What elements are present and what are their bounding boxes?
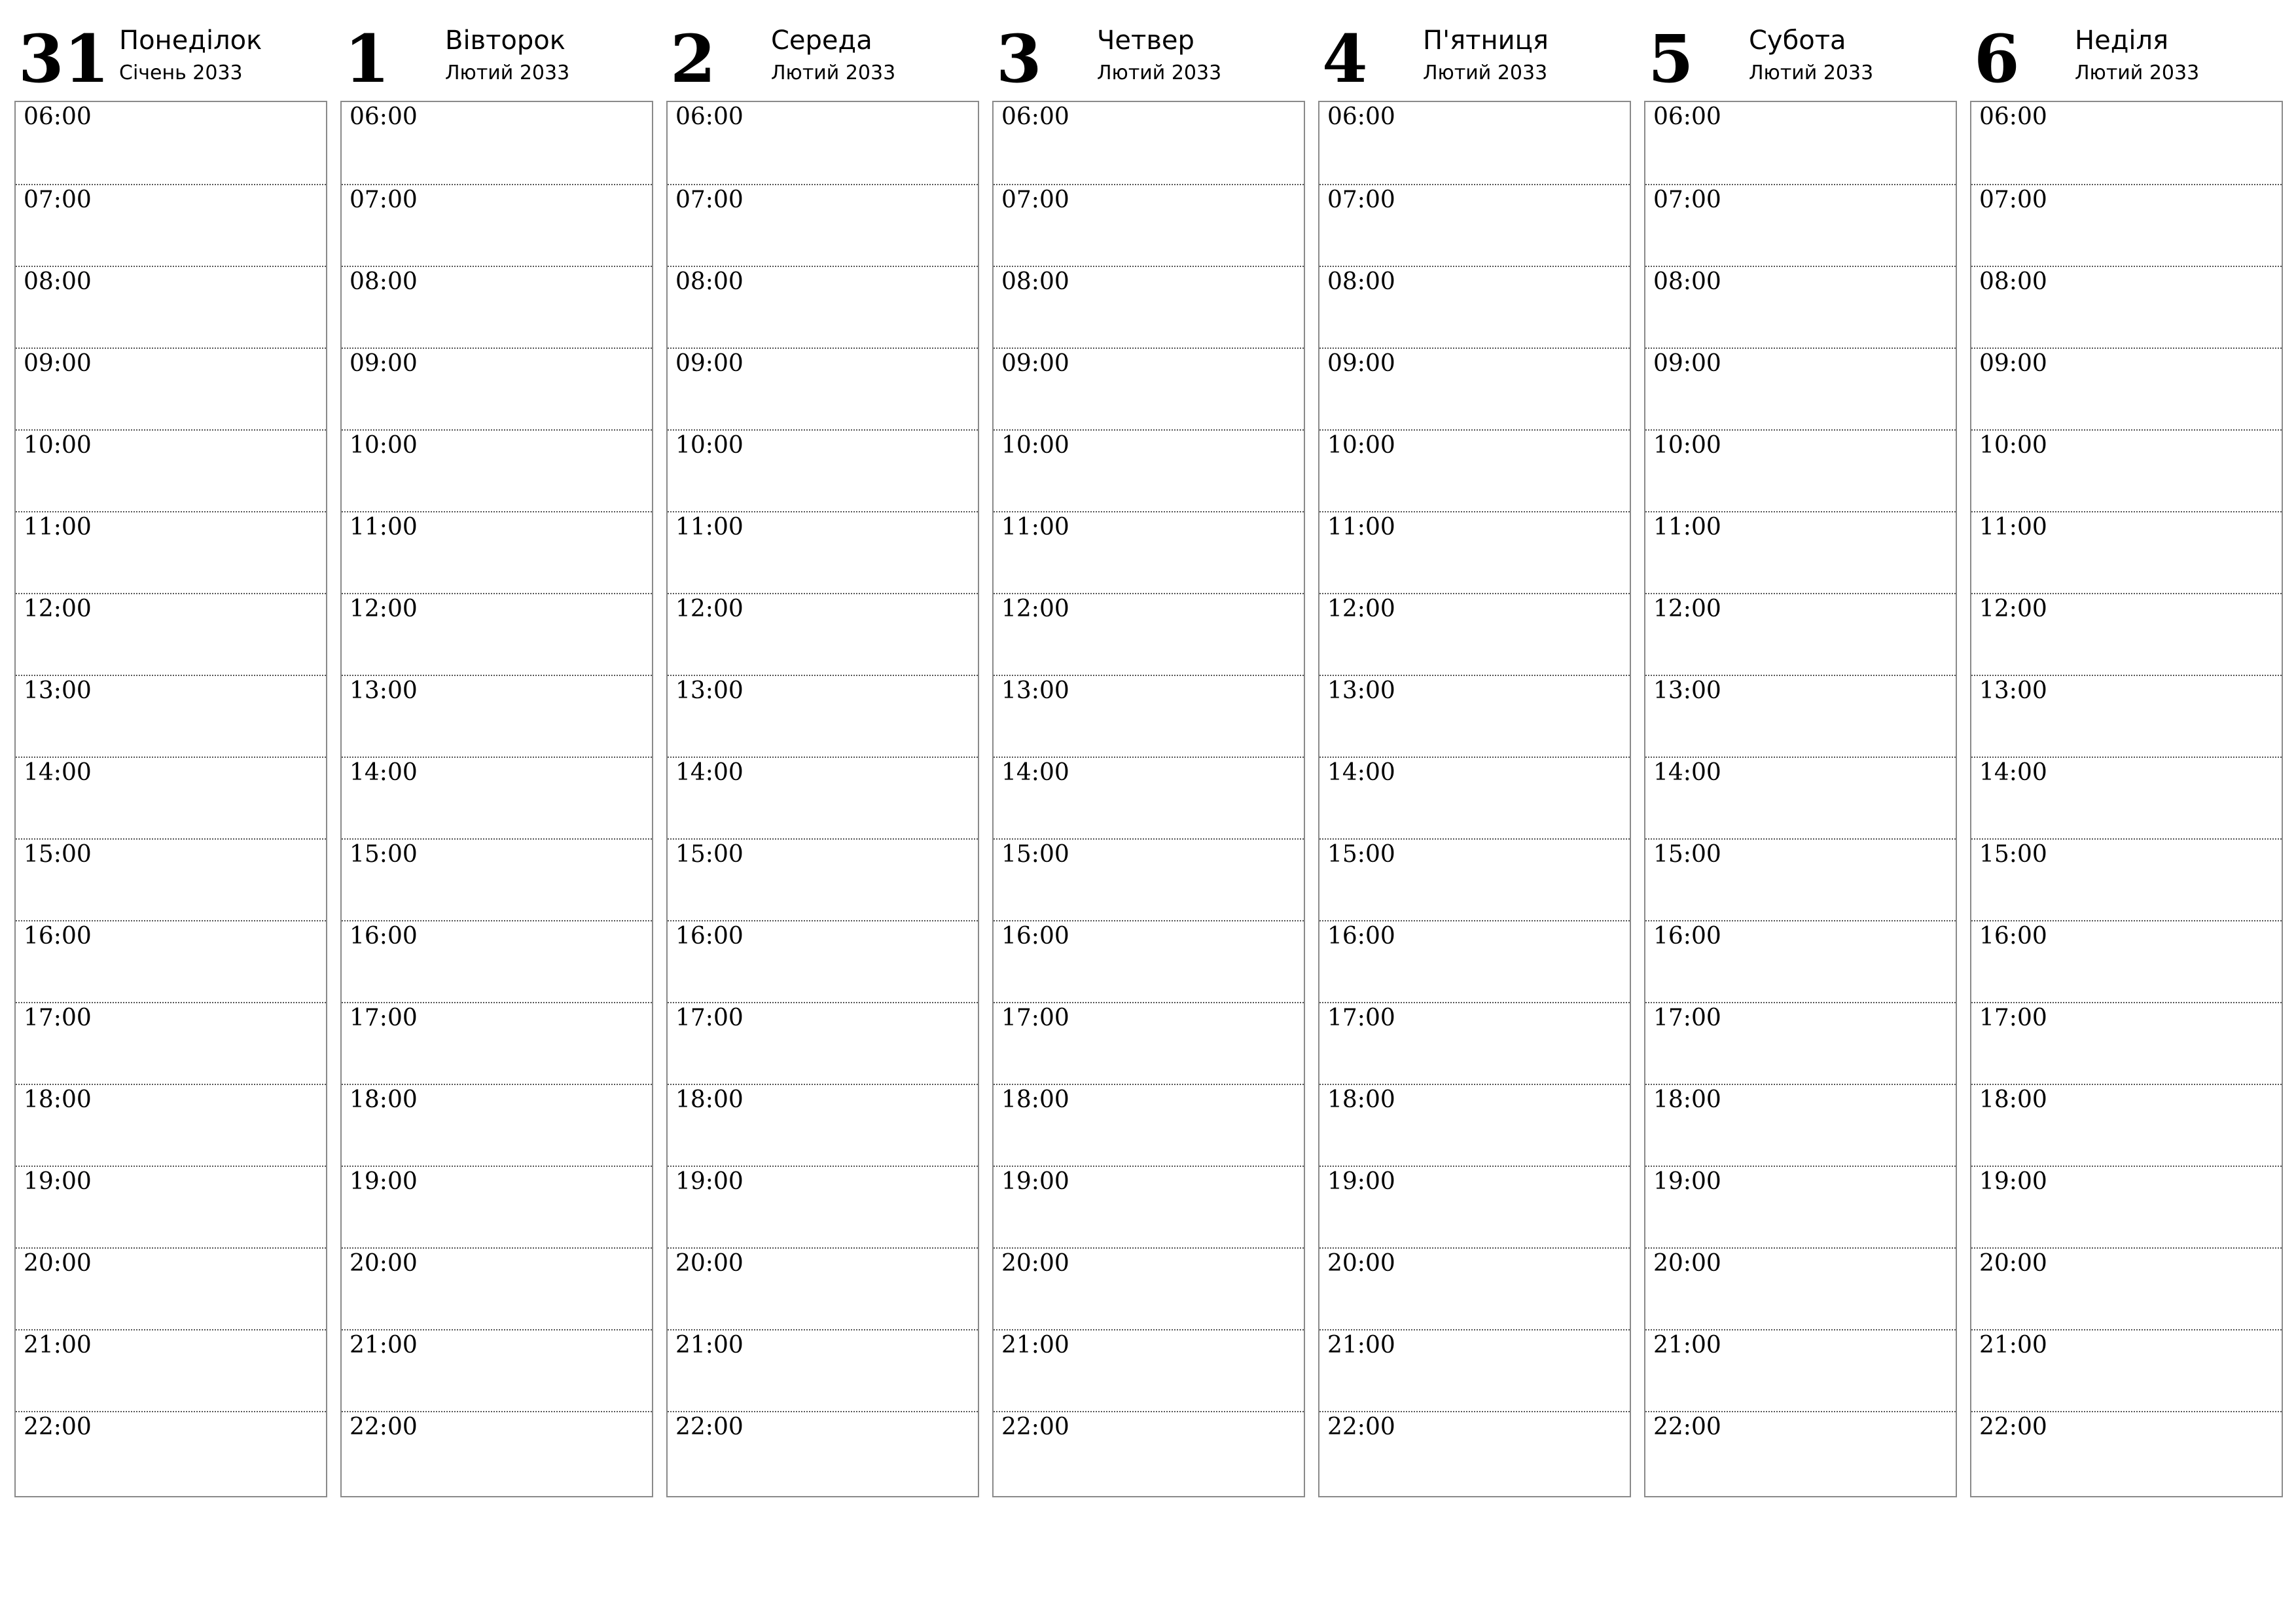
weekday-name: Неділя	[2075, 26, 2169, 56]
time-label: 09:00	[1653, 350, 1721, 377]
time-slot[interactable]	[1319, 429, 1630, 512]
time-label: 11:00	[1979, 514, 2047, 541]
time-label: 10:00	[1653, 432, 1721, 459]
time-label: 13:00	[24, 677, 92, 704]
time-label: 20:00	[675, 1250, 744, 1277]
time-label: 06:00	[675, 103, 744, 130]
time-slot[interactable]	[994, 593, 1304, 676]
time-label: 11:00	[675, 514, 744, 541]
time-label: 22:00	[24, 1414, 92, 1440]
time-label: 07:00	[675, 187, 744, 213]
time-label: 14:00	[1001, 759, 1069, 786]
time-label: 21:00	[1001, 1332, 1069, 1359]
time-slot[interactable]	[1645, 1411, 1956, 1494]
time-slot[interactable]	[342, 429, 652, 512]
time-slot[interactable]	[668, 348, 978, 431]
time-label: 08:00	[1327, 268, 1395, 295]
time-slot[interactable]	[1319, 1084, 1630, 1167]
day-schedule-box	[340, 101, 653, 1497]
time-slot[interactable]	[1971, 920, 2282, 1003]
time-label: 19:00	[24, 1168, 92, 1195]
time-slot[interactable]	[1319, 920, 1630, 1003]
time-slot[interactable]	[994, 1002, 1304, 1085]
time-slot[interactable]	[16, 266, 326, 349]
time-label: 17:00	[350, 1005, 418, 1031]
time-label: 19:00	[350, 1168, 418, 1195]
time-label: 17:00	[1979, 1005, 2047, 1031]
time-slot[interactable]	[1971, 102, 2282, 184]
time-slot[interactable]	[342, 593, 652, 676]
time-slot[interactable]	[342, 1329, 652, 1412]
time-label: 11:00	[350, 514, 418, 541]
weekday-name: П'ятниця	[1423, 26, 1549, 56]
month-year-label: Лютий 2033	[1749, 62, 1874, 84]
time-slot[interactable]	[994, 1166, 1304, 1249]
time-label: 17:00	[1001, 1005, 1069, 1031]
time-slot[interactable]	[1971, 429, 2282, 512]
time-label: 12:00	[1327, 596, 1395, 622]
time-slot[interactable]	[342, 920, 652, 1003]
time-slot[interactable]	[16, 1084, 326, 1167]
time-slot[interactable]	[668, 1247, 978, 1330]
time-slot[interactable]	[16, 675, 326, 758]
time-label: 20:00	[1653, 1250, 1721, 1277]
time-slot[interactable]	[1319, 1411, 1630, 1494]
time-slot[interactable]	[668, 1329, 978, 1412]
time-label: 09:00	[1327, 350, 1395, 377]
time-label: 09:00	[1979, 350, 2047, 377]
day-column	[992, 16, 1305, 1497]
day-schedule-box	[1970, 101, 2283, 1497]
time-slot[interactable]	[1319, 1247, 1630, 1330]
time-slot[interactable]	[668, 838, 978, 921]
time-label: 10:00	[1001, 432, 1069, 459]
time-label: 15:00	[675, 841, 744, 868]
time-slot[interactable]	[16, 102, 326, 184]
time-slot[interactable]	[16, 1247, 326, 1330]
time-slot[interactable]	[1645, 184, 1956, 267]
time-label: 18:00	[1653, 1086, 1721, 1113]
time-slot[interactable]	[1319, 593, 1630, 676]
day-header	[666, 16, 979, 99]
time-slot[interactable]	[1645, 511, 1956, 594]
time-label: 16:00	[24, 923, 92, 950]
day-schedule-box	[992, 101, 1305, 1497]
day-column	[1970, 16, 2283, 1497]
time-slot[interactable]	[342, 757, 652, 840]
time-label: 21:00	[1653, 1332, 1721, 1359]
time-label: 07:00	[1653, 187, 1721, 213]
time-slot[interactable]	[1645, 266, 1956, 349]
time-slot[interactable]	[994, 1084, 1304, 1167]
time-slot[interactable]	[1645, 429, 1956, 512]
time-label: 15:00	[1327, 841, 1395, 868]
time-label: 14:00	[24, 759, 92, 786]
time-slot[interactable]	[994, 675, 1304, 758]
time-label: 07:00	[350, 187, 418, 213]
time-slot[interactable]	[1319, 1329, 1630, 1412]
time-label: 18:00	[350, 1086, 418, 1113]
time-slot[interactable]	[1971, 348, 2282, 431]
time-label: 16:00	[1001, 923, 1069, 950]
time-label: 16:00	[1979, 923, 2047, 950]
day-schedule-box	[1644, 101, 1957, 1497]
time-slot[interactable]	[1645, 1329, 1956, 1412]
time-slot[interactable]	[16, 757, 326, 840]
time-label: 16:00	[1327, 923, 1395, 950]
day-column	[14, 16, 327, 1497]
time-slot[interactable]	[994, 511, 1304, 594]
time-slot[interactable]	[1971, 511, 2282, 594]
time-slot[interactable]	[1645, 838, 1956, 921]
time-label: 08:00	[24, 268, 92, 295]
time-label: 08:00	[1653, 268, 1721, 295]
time-slot[interactable]	[342, 266, 652, 349]
time-slot[interactable]	[1971, 1247, 2282, 1330]
time-label: 10:00	[1979, 432, 2047, 459]
time-label: 19:00	[1327, 1168, 1395, 1195]
time-label: 16:00	[675, 923, 744, 950]
time-label: 09:00	[350, 350, 418, 377]
time-slot[interactable]	[342, 838, 652, 921]
time-slot[interactable]	[1645, 675, 1956, 758]
time-slot[interactable]	[1319, 266, 1630, 349]
time-label: 14:00	[675, 759, 744, 786]
time-slot[interactable]	[1645, 593, 1956, 676]
time-slot[interactable]	[994, 429, 1304, 512]
time-slot[interactable]	[16, 511, 326, 594]
month-year-label: Лютий 2033	[1097, 62, 1222, 84]
time-label: 19:00	[1653, 1168, 1721, 1195]
day-header	[1644, 16, 1957, 99]
time-label: 06:00	[1327, 103, 1395, 130]
time-label: 16:00	[1653, 923, 1721, 950]
time-slot[interactable]	[342, 102, 652, 184]
time-label: 15:00	[24, 841, 92, 868]
time-label: 12:00	[1979, 596, 2047, 622]
day-header	[340, 16, 653, 99]
time-label: 20:00	[1001, 1250, 1069, 1277]
time-label: 20:00	[1979, 1250, 2047, 1277]
time-slot[interactable]	[1971, 757, 2282, 840]
day-header	[1970, 16, 2283, 99]
time-slot[interactable]	[1319, 1002, 1630, 1085]
time-label: 18:00	[1001, 1086, 1069, 1113]
time-slot[interactable]	[342, 1247, 652, 1330]
time-slot[interactable]	[16, 1329, 326, 1412]
time-label: 12:00	[350, 596, 418, 622]
time-label: 06:00	[1653, 103, 1721, 130]
time-label: 17:00	[1327, 1005, 1395, 1031]
month-year-label: Січень 2033	[119, 62, 243, 84]
time-label: 21:00	[675, 1332, 744, 1359]
time-label: 22:00	[1653, 1414, 1721, 1440]
day-column	[340, 16, 653, 1497]
time-slot[interactable]	[1319, 675, 1630, 758]
time-label: 08:00	[350, 268, 418, 295]
day-column	[1644, 16, 1957, 1497]
time-slot[interactable]	[1971, 266, 2282, 349]
time-label: 22:00	[1327, 1414, 1395, 1440]
time-slot[interactable]	[668, 429, 978, 512]
time-label: 16:00	[350, 923, 418, 950]
time-slot[interactable]	[342, 1002, 652, 1085]
time-slot[interactable]	[1971, 1329, 2282, 1412]
time-label: 11:00	[24, 514, 92, 541]
time-slot[interactable]	[16, 429, 326, 512]
time-slot[interactable]	[1645, 757, 1956, 840]
time-slot[interactable]	[1971, 184, 2282, 267]
time-slot[interactable]	[1645, 1166, 1956, 1249]
time-label: 10:00	[24, 432, 92, 459]
time-slot[interactable]	[1971, 1002, 2282, 1085]
time-slot[interactable]	[994, 1247, 1304, 1330]
time-label: 12:00	[1001, 596, 1069, 622]
time-slot[interactable]	[342, 1411, 652, 1494]
day-number: 3	[996, 20, 1042, 98]
time-label: 14:00	[1327, 759, 1395, 786]
time-slot[interactable]	[994, 102, 1304, 184]
time-slot[interactable]	[1971, 1166, 2282, 1249]
day-number: 4	[1322, 20, 1368, 98]
time-slot[interactable]	[668, 757, 978, 840]
time-slot[interactable]	[1319, 757, 1630, 840]
time-slot[interactable]	[668, 102, 978, 184]
time-label: 22:00	[1001, 1414, 1069, 1440]
time-slot[interactable]	[1645, 348, 1956, 431]
time-label: 13:00	[675, 677, 744, 704]
time-label: 13:00	[1001, 677, 1069, 704]
time-label: 09:00	[24, 350, 92, 377]
time-label: 06:00	[350, 103, 418, 130]
day-schedule-box	[14, 101, 327, 1497]
time-slot[interactable]	[1971, 838, 2282, 921]
time-slot[interactable]	[1319, 511, 1630, 594]
time-slot[interactable]	[342, 348, 652, 431]
time-slot[interactable]	[1971, 1084, 2282, 1167]
time-slot[interactable]	[994, 757, 1304, 840]
weekly-planner	[14, 16, 2282, 1497]
time-label: 11:00	[1327, 514, 1395, 541]
time-slot[interactable]	[16, 184, 326, 267]
time-label: 07:00	[1327, 187, 1395, 213]
time-slot[interactable]	[1971, 675, 2282, 758]
day-column	[1318, 16, 1631, 1497]
time-label: 12:00	[675, 596, 744, 622]
time-label: 22:00	[1979, 1414, 2047, 1440]
time-slot[interactable]	[342, 184, 652, 267]
time-slot[interactable]	[1319, 184, 1630, 267]
time-slot[interactable]	[994, 1411, 1304, 1494]
time-label: 14:00	[1653, 759, 1721, 786]
time-label: 14:00	[1979, 759, 2047, 786]
weekday-name: Субота	[1749, 26, 1846, 56]
day-number: 1	[344, 20, 390, 98]
time-label: 15:00	[350, 841, 418, 868]
time-label: 22:00	[675, 1414, 744, 1440]
time-slot[interactable]	[16, 838, 326, 921]
time-label: 19:00	[1979, 1168, 2047, 1195]
time-label: 10:00	[350, 432, 418, 459]
time-label: 20:00	[1327, 1250, 1395, 1277]
month-year-label: Лютий 2033	[445, 62, 570, 84]
month-year-label: Лютий 2033	[1423, 62, 1548, 84]
time-label: 19:00	[675, 1168, 744, 1195]
time-slot[interactable]	[668, 1411, 978, 1494]
time-slot[interactable]	[16, 348, 326, 431]
time-slot[interactable]	[1971, 593, 2282, 676]
time-label: 12:00	[24, 596, 92, 622]
time-slot[interactable]	[668, 1084, 978, 1167]
time-label: 18:00	[1979, 1086, 2047, 1113]
time-label: 08:00	[675, 268, 744, 295]
time-label: 18:00	[24, 1086, 92, 1113]
time-slot[interactable]	[16, 1411, 326, 1494]
time-slot[interactable]	[668, 184, 978, 267]
day-number: 5	[1648, 20, 1694, 98]
time-slot[interactable]	[1319, 348, 1630, 431]
time-label: 15:00	[1001, 841, 1069, 868]
time-label: 11:00	[1001, 514, 1069, 541]
time-slot[interactable]	[16, 920, 326, 1003]
time-slot[interactable]	[1971, 1411, 2282, 1494]
time-slot[interactable]	[668, 511, 978, 594]
day-header	[1318, 16, 1631, 99]
day-header	[14, 16, 327, 99]
time-slot[interactable]	[1645, 920, 1956, 1003]
time-slot[interactable]	[16, 593, 326, 676]
time-label: 15:00	[1653, 841, 1721, 868]
time-label: 22:00	[350, 1414, 418, 1440]
month-year-label: Лютий 2033	[771, 62, 896, 84]
time-label: 21:00	[350, 1332, 418, 1359]
time-label: 19:00	[1001, 1168, 1069, 1195]
time-slot[interactable]	[994, 348, 1304, 431]
day-column	[666, 16, 979, 1497]
time-label: 12:00	[1653, 596, 1721, 622]
time-label: 11:00	[1653, 514, 1721, 541]
time-label: 18:00	[1327, 1086, 1395, 1113]
weekday-name: Четвер	[1097, 26, 1194, 56]
time-label: 13:00	[1327, 677, 1395, 704]
time-label: 09:00	[675, 350, 744, 377]
time-label: 06:00	[1979, 103, 2047, 130]
time-slot[interactable]	[668, 1166, 978, 1249]
time-label: 20:00	[24, 1250, 92, 1277]
time-slot[interactable]	[994, 838, 1304, 921]
time-label: 07:00	[24, 187, 92, 213]
time-slot[interactable]	[1319, 102, 1630, 184]
time-label: 17:00	[1653, 1005, 1721, 1031]
time-slot[interactable]	[668, 920, 978, 1003]
time-label: 10:00	[1327, 432, 1395, 459]
time-slot[interactable]	[16, 1166, 326, 1249]
day-number: 2	[670, 20, 716, 98]
time-slot[interactable]	[342, 511, 652, 594]
time-label: 13:00	[1979, 677, 2047, 704]
time-slot[interactable]	[994, 1329, 1304, 1412]
time-label: 06:00	[1001, 103, 1069, 130]
time-label: 17:00	[24, 1005, 92, 1031]
time-slot[interactable]	[994, 920, 1304, 1003]
time-label: 17:00	[675, 1005, 744, 1031]
day-number: 6	[1974, 20, 2020, 98]
time-label: 14:00	[350, 759, 418, 786]
time-slot[interactable]	[342, 1084, 652, 1167]
time-label: 15:00	[1979, 841, 2047, 868]
time-slot[interactable]	[668, 1002, 978, 1085]
time-label: 07:00	[1001, 187, 1069, 213]
time-slot[interactable]	[1319, 1166, 1630, 1249]
time-slot[interactable]	[668, 675, 978, 758]
time-label: 06:00	[24, 103, 92, 130]
time-slot[interactable]	[668, 593, 978, 676]
time-label: 08:00	[1979, 268, 2047, 295]
time-label: 21:00	[1327, 1332, 1395, 1359]
month-year-label: Лютий 2033	[2075, 62, 2200, 84]
time-slot[interactable]	[1645, 1247, 1956, 1330]
time-slot[interactable]	[1645, 1002, 1956, 1085]
time-slot[interactable]	[342, 675, 652, 758]
time-label: 08:00	[1001, 268, 1069, 295]
time-label: 21:00	[1979, 1332, 2047, 1359]
time-label: 21:00	[24, 1332, 92, 1359]
time-label: 20:00	[350, 1250, 418, 1277]
time-label: 10:00	[675, 432, 744, 459]
day-number: 31	[18, 20, 110, 98]
time-label: 13:00	[350, 677, 418, 704]
time-slot[interactable]	[668, 266, 978, 349]
weekday-name: Середа	[771, 26, 872, 56]
day-header	[992, 16, 1305, 99]
time-slot[interactable]	[994, 266, 1304, 349]
day-schedule-box	[1318, 101, 1631, 1497]
time-slot[interactable]	[1645, 102, 1956, 184]
time-label: 18:00	[675, 1086, 744, 1113]
time-slot[interactable]	[1319, 838, 1630, 921]
time-slot[interactable]	[342, 1166, 652, 1249]
time-slot[interactable]	[994, 184, 1304, 267]
weekday-name: Вівторок	[445, 26, 565, 56]
time-label: 13:00	[1653, 677, 1721, 704]
weekday-name: Понеділок	[119, 26, 262, 56]
time-slot[interactable]	[1645, 1084, 1956, 1167]
time-label: 09:00	[1001, 350, 1069, 377]
time-slot[interactable]	[16, 1002, 326, 1085]
time-label: 07:00	[1979, 187, 2047, 213]
day-schedule-box	[666, 101, 979, 1497]
